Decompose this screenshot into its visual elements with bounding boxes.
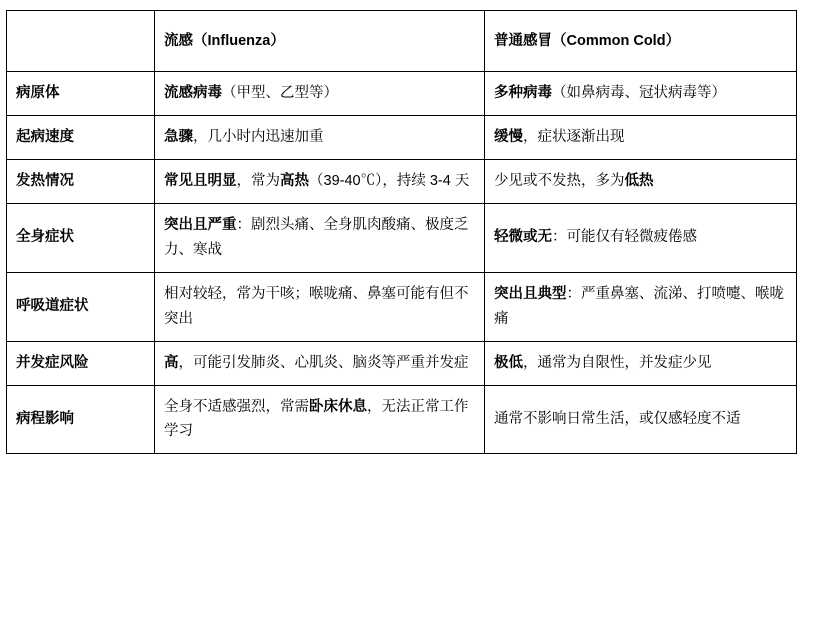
comparison-table-container: [6, 10, 796, 454]
column-header-common_cold: 普通感冒（Common Cold）: [485, 11, 797, 72]
emphasis-text: 突出且典型: [494, 285, 567, 302]
emphasis-text: 缓慢: [494, 128, 523, 145]
emphasis-text: 急骤: [164, 128, 193, 145]
cell-influenza: [155, 385, 485, 454]
emphasis-text: 高: [164, 354, 179, 371]
emphasis-text: 极低: [494, 354, 523, 371]
body-text: ，可能引发肺炎、心肌炎、脑炎等严重并发症: [178, 354, 469, 371]
body-text: ：可能仅有轻微疲倦感: [552, 229, 697, 246]
emphasis-text: 常见且明显: [164, 172, 237, 189]
emphasis-text: 突出且严重: [164, 216, 237, 233]
row-header: 起病速度: [7, 115, 155, 159]
cell-common-cold: [485, 272, 797, 341]
table-row: [7, 272, 797, 341]
emphasis-text: 流感病毒: [164, 85, 222, 101]
cell-influenza: [155, 272, 485, 341]
cell-influenza: [155, 203, 485, 272]
table-row: [7, 385, 797, 454]
body-text: 全身不适感强烈，常需: [164, 398, 309, 415]
emphasis-text: 轻微或无: [494, 229, 552, 246]
body-text: 相对较轻，常为干咳；喉咙痛、鼻塞可能有但不突出: [164, 285, 469, 327]
row-header: 病程影响: [7, 385, 155, 454]
body-text: ：严重鼻塞、流涕、打喷嚏、喉咙痛: [494, 285, 784, 327]
emphasis-text: 高热: [280, 172, 309, 189]
body-text: ，症状逐渐出现: [523, 128, 625, 145]
table-row: [7, 203, 797, 272]
row-header: 病原体: [7, 72, 155, 116]
column-header-influenza: 流感（Influenza）: [155, 11, 485, 72]
cell-common-cold: [485, 115, 797, 159]
body-text: ：剧烈头痛、全身肌肉酸痛、极度乏力、寒战: [164, 216, 469, 258]
body-text: （39-40℃），持续 3-4 天: [309, 172, 470, 189]
table-row: [7, 72, 797, 116]
row-header: 并发症风险: [7, 341, 155, 385]
table-body: [7, 11, 797, 454]
body-text: （甲型、乙型等）: [222, 85, 338, 101]
emphasis-text: 多种病毒: [494, 85, 552, 101]
table-row: [7, 159, 797, 203]
cell-influenza: [155, 159, 485, 203]
body-text: ，无法正常工作学习: [164, 398, 469, 440]
body-text: ，常为: [236, 172, 280, 189]
table-row: [7, 341, 797, 385]
body-text: 少见或不发热，多为: [494, 172, 625, 189]
cell-influenza: [155, 115, 485, 159]
table-header-row: [7, 11, 797, 72]
cell-influenza: [155, 341, 485, 385]
cell-common-cold: [485, 385, 797, 454]
emphasis-text: 卧床休息: [309, 398, 367, 415]
comparison-table: [6, 10, 797, 454]
row-header: 发热情况: [7, 159, 155, 203]
cell-influenza: [155, 72, 485, 116]
row-header: 呼吸道症状: [7, 272, 155, 341]
cell-common-cold: [485, 159, 797, 203]
corner-blank-cell: [7, 11, 155, 72]
row-header: 全身症状: [7, 203, 155, 272]
body-text: ，通常为自限性，并发症少见: [523, 354, 712, 371]
emphasis-text: 低热: [624, 172, 654, 189]
body-text: 通常不影响日常生活，或仅感轻度不适: [494, 410, 741, 427]
cell-common-cold: [485, 341, 797, 385]
table-row: [7, 115, 797, 159]
body-text: （如鼻病毒、冠状病毒等）: [552, 85, 726, 101]
cell-common-cold: [485, 203, 797, 272]
cell-common-cold: [485, 72, 797, 116]
body-text: ，几小时内迅速加重: [193, 128, 324, 145]
